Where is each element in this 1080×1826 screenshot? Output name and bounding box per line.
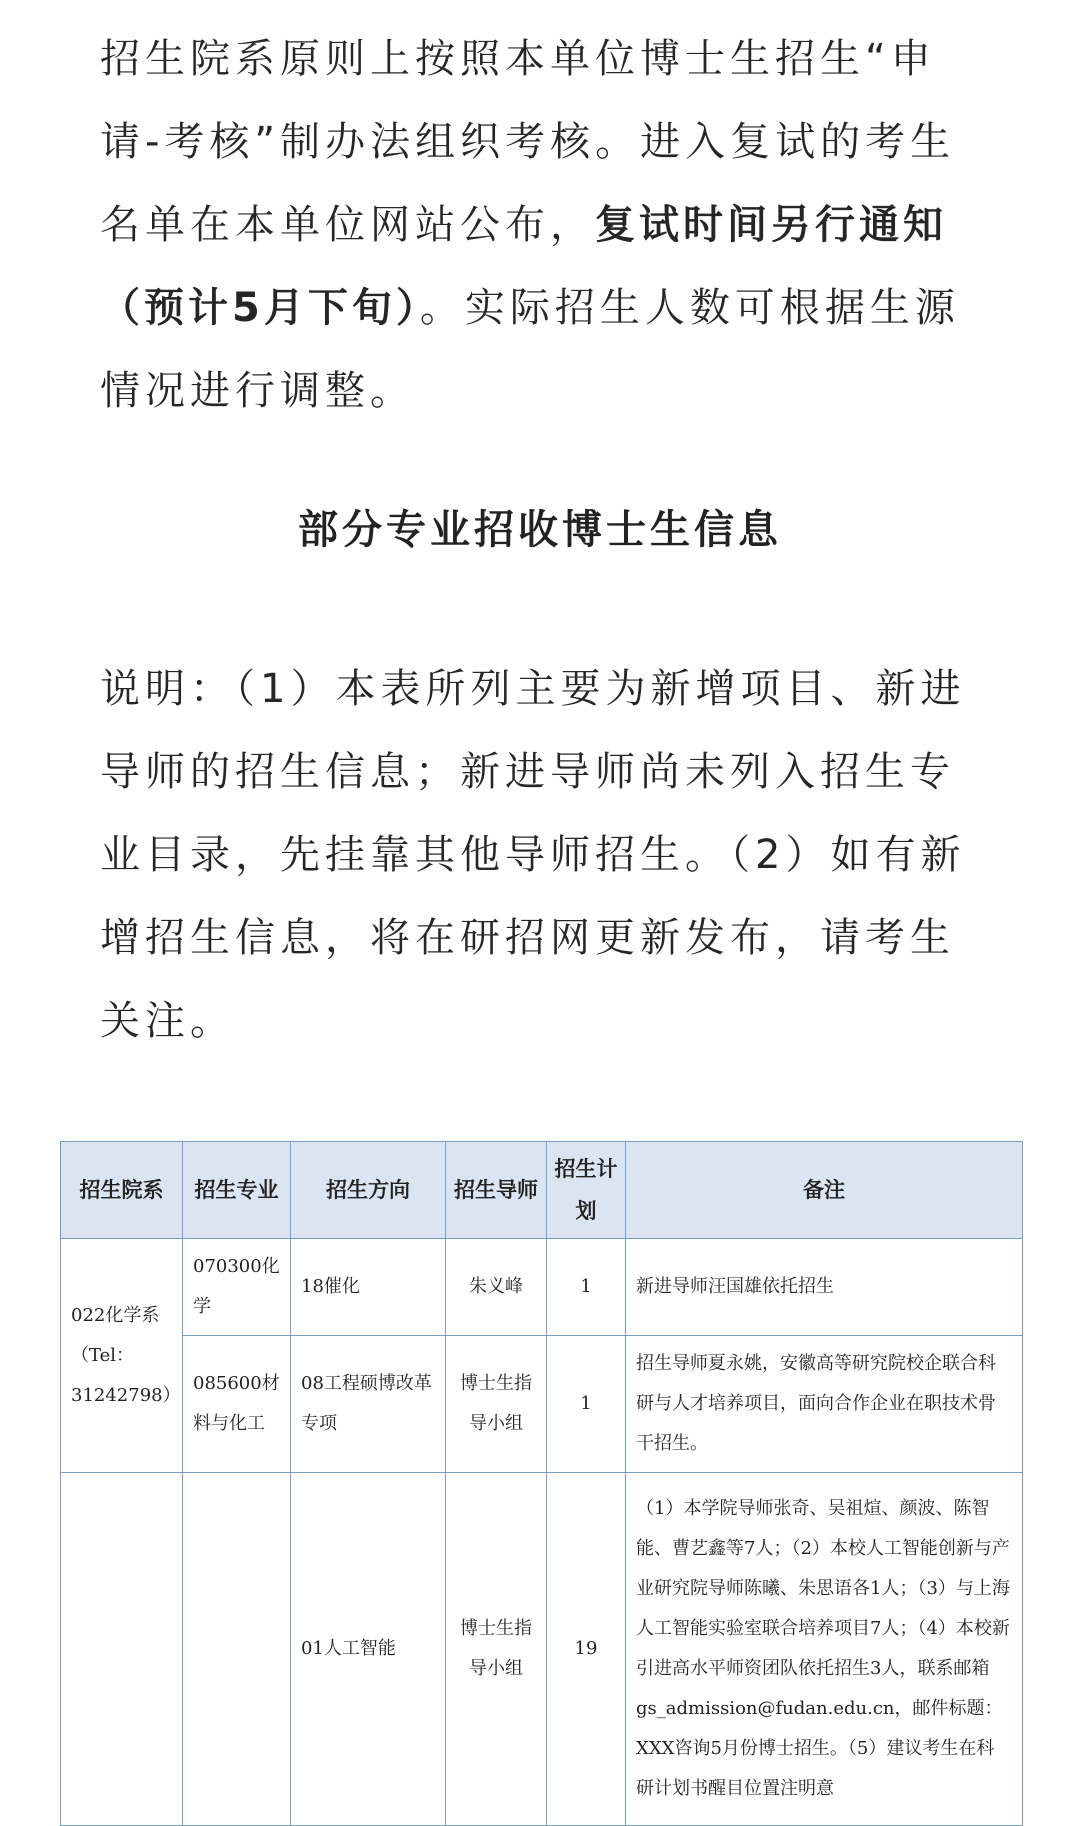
cell-major: 070300化学	[183, 1239, 291, 1336]
intro-paragraph	[100, 18, 980, 433]
cell-plan: 1	[547, 1239, 626, 1336]
cell-major: 085600材料与化工	[183, 1336, 291, 1473]
note-paragraph: 说明：（1）本表所列主要为新增项目、新进导师的招生信息；新进导师尚未列入招生专业目录，先挂靠其他导师招生。（2）如有新增招生信息，将在研招网更新发布，请考生关注。	[100, 666, 966, 1044]
admission-table	[60, 1141, 1023, 1826]
cell-direction: 01人工智能	[291, 1473, 446, 1826]
header-plan: 招生计划	[547, 1142, 626, 1239]
table-row	[61, 1336, 1023, 1473]
cell-remarks: 新进导师汪国雄依托招生	[626, 1239, 1023, 1336]
header-direction: 招生方向	[291, 1142, 446, 1239]
cell-remarks: 招生导师夏永姚，安徽高等研究院校企联合科研与人才培养项目，面向合作企业在职技术骨干招生。	[626, 1336, 1023, 1473]
cell-dept	[61, 1473, 183, 1826]
intro-text-1: 招生院系原则上按照本单位博士生招生“申请-考核”制办法组织考核。进入复试的考生名单在本单位网站公布，	[100, 36, 956, 248]
cell-advisor: 朱义峰	[446, 1239, 547, 1336]
intro-text-2: 。实际招生人数可根据生源情况进行调整。	[100, 285, 960, 414]
cell-plan: 1	[547, 1336, 626, 1473]
header-remarks: 备注	[626, 1142, 1023, 1239]
cell-major	[183, 1473, 291, 1826]
header-major: 招生专业	[183, 1142, 291, 1239]
table-row	[61, 1473, 1023, 1826]
cell-dept: 022化学系（Tel：31242798）	[61, 1239, 183, 1473]
header-advisor: 招生导师	[446, 1142, 547, 1239]
cell-direction: 18催化	[291, 1239, 446, 1336]
cell-advisor: 博士生指导小组	[446, 1336, 547, 1473]
cell-advisor: 博士生指导小组	[446, 1473, 547, 1826]
cell-plan: 19	[547, 1473, 626, 1826]
cell-remarks: （1）本学院导师张奇、吴祖煊、颜波、陈智能、曹艺鑫等7人；（2）本校人工智能创新与产业研究院导师陈曦、朱思语各1人；（3）与上海人工智能实验室联合培养项目7人；（4）本校新引进高水平师资团队依托招生3人，联系邮箱gs_admission@fudan.edu.cn，邮件标题：XXX咨询5月份博士招生。（5）建议考生在科研计划书醒目位置注明意	[626, 1473, 1023, 1826]
header-dept: 招生院系	[61, 1142, 183, 1239]
table-header-row	[61, 1142, 1023, 1239]
section-heading: 部分专业招收博士生信息	[298, 507, 782, 553]
cell-direction: 08工程硕博改革专项	[291, 1336, 446, 1473]
table-row	[61, 1239, 1023, 1336]
intro-bold-text: 复试时间另行通知（预计5月下旬）	[100, 202, 947, 331]
